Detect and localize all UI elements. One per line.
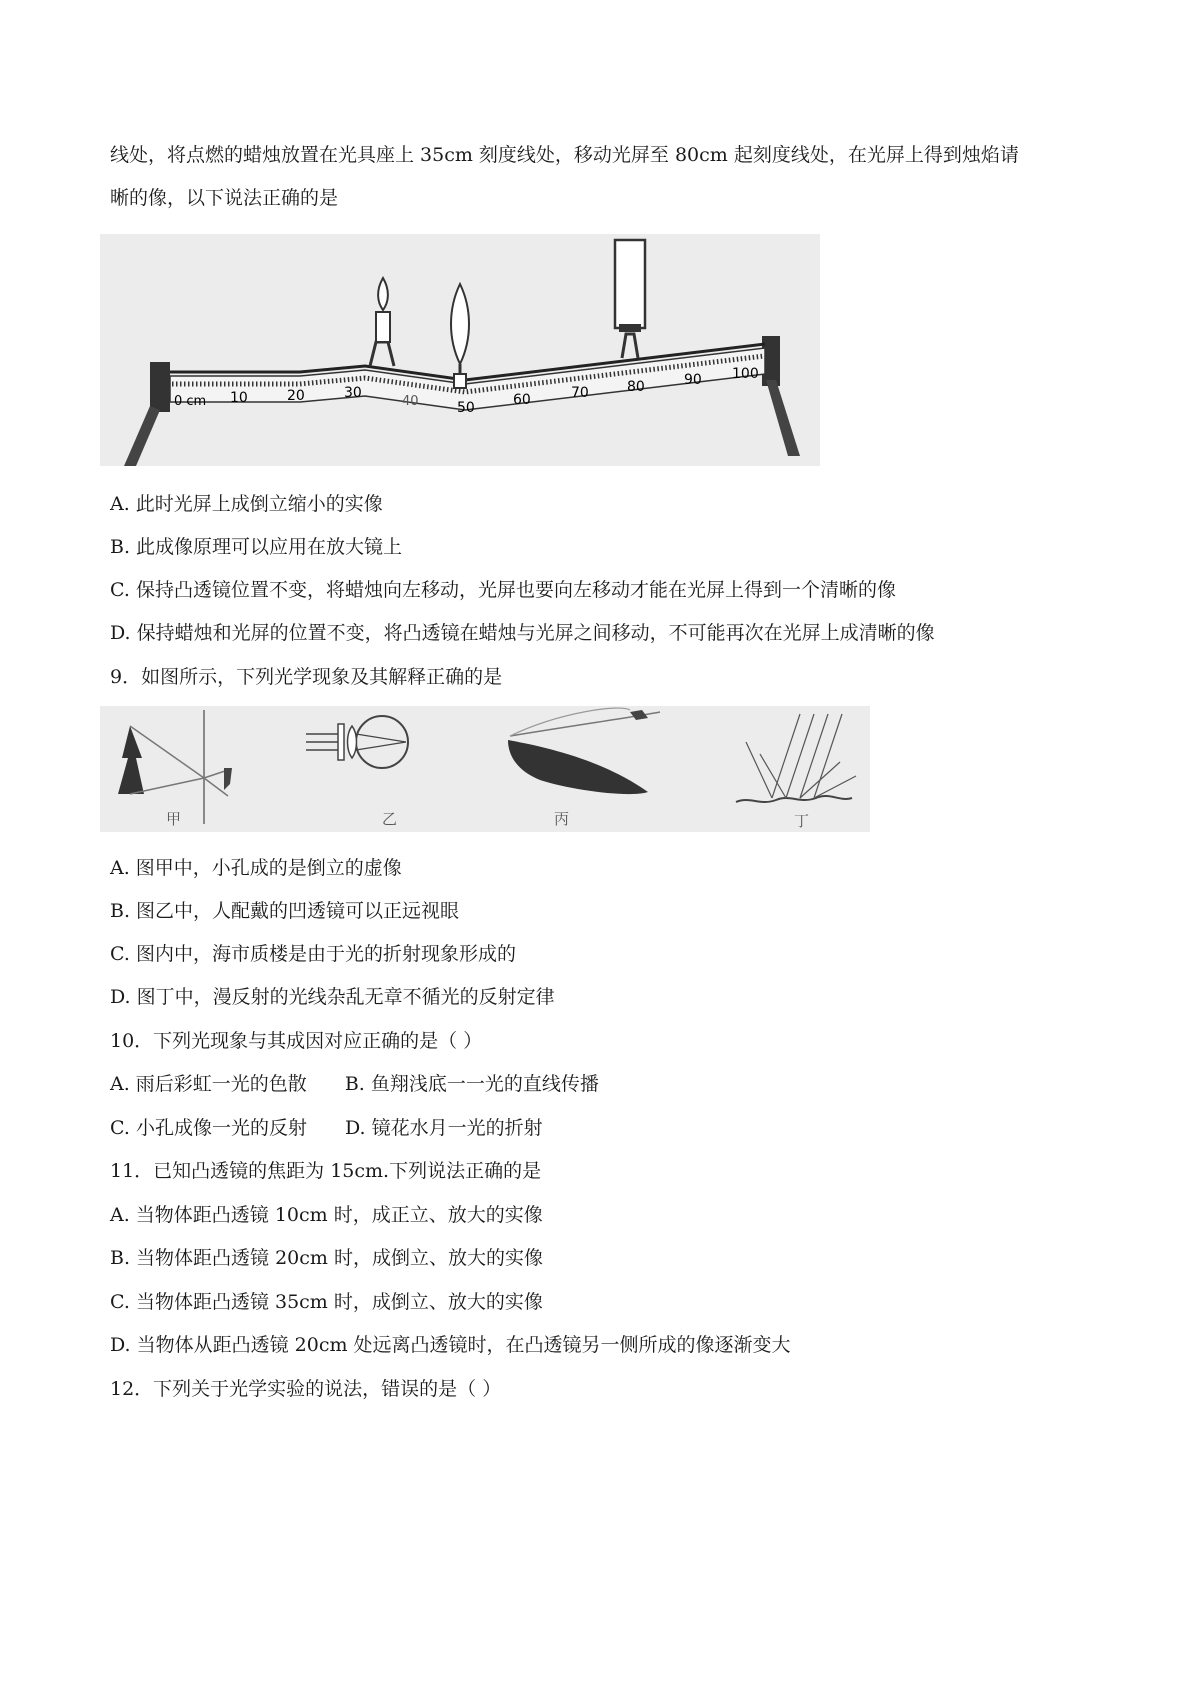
mirage-image-icon (630, 710, 648, 720)
q11-option-d: D. 当物体从距凸透镜 20cm 处远离凸透镜时，在凸透镜另一侧所成的像逐渐变大 (110, 1334, 791, 1356)
ruler-label-50: 50 (457, 400, 475, 416)
q8-stem-line-1: 线处，将点燃的蜡烛放置在光具座上 35cm 刻度线处，移动光屏至 80cm 起刻度线处，在光屏上得到烛焰请 (110, 144, 1019, 166)
q10-option-d: D. 镜花水月一光的折射 (344, 1117, 543, 1139)
q8-option-a: A. 此时光屏上成倒立缩小的实像 (110, 493, 383, 515)
q9-option-d: D. 图丁中，漫反射的光线杂乱无章不循光的反射定律 (110, 986, 555, 1008)
figure-label-jia: 甲 (166, 810, 182, 828)
q10-option-b: B. 鱼翔浅底一一光的直线传播 (344, 1073, 599, 1095)
optical-bench-figure (100, 234, 820, 466)
ruler-label-10: 10 (230, 390, 248, 406)
optical-bench-drawing (100, 234, 820, 466)
figure-label-yi: 乙 (382, 810, 398, 828)
convex-lens-icon (451, 284, 469, 364)
candle (376, 312, 390, 342)
q10-options-row-2 (110, 1116, 543, 1140)
figure-label-ding: 丁 (794, 812, 810, 830)
q11-option-b: B. 当物体距凸透镜 20cm 时，成倒立、放大的实像 (110, 1247, 543, 1269)
rough-surface (736, 796, 852, 802)
q8-stem-line-2: 晰的像，以下说法正确的是 (110, 187, 339, 209)
right-stand-leg (766, 380, 800, 456)
ruler-label-70: 70 (571, 385, 589, 401)
q9-option-a: A. 图甲中，小孔成的是倒立的虚像 (110, 857, 402, 879)
q11-option-c: C. 当物体距凸透镜 35cm 时，成倒立、放大的实像 (110, 1291, 543, 1313)
figure-ding-diffuse (736, 714, 856, 830)
corrective-lens-icon (338, 724, 344, 760)
land-mass-icon (508, 740, 648, 794)
q8-option-b: B. 此成像原理可以应用在放大镜上 (110, 536, 403, 558)
q9-option-c: C. 图内中，海市质楼是由于光的折射现象形成的 (110, 943, 516, 965)
figure-yi-eye (306, 716, 408, 828)
q9-optics-figures (100, 706, 870, 832)
ruler-label-0: 0 cm (174, 394, 207, 409)
ruler-label-100: 100 (732, 366, 759, 382)
q10-option-a: A. 雨后彩虹一光的色散 (110, 1073, 307, 1095)
convex-lens-holder (451, 284, 469, 388)
ruler-label-20: 20 (287, 388, 305, 404)
eyeball-icon (356, 716, 408, 768)
q11-option-a: A. 当物体距凸透镜 10cm 时，成正立、放大的实像 (110, 1204, 543, 1226)
figure-label-bing: 丙 (554, 810, 570, 828)
figure-jia-pinhole (118, 710, 232, 828)
q11-stem: 11．已知凸透镜的焦距为 15cm.下列说法正确的是 (110, 1160, 542, 1182)
candle-holder (370, 278, 394, 366)
q9-option-b: B. 图乙中，人配戴的凹透镜可以正远视眼 (110, 900, 460, 922)
q8-option-c: C. 保持凸透镜位置不变，将蜡烛向左移动，光屏也要向左移动才能在光屏上得到一个清晰的像 (110, 579, 896, 601)
left-stand-post (150, 362, 170, 412)
light-screen (615, 240, 645, 328)
q9-optics-drawing (100, 706, 870, 832)
q10-option-c: C. 小孔成像一光的反射 (110, 1117, 307, 1139)
ruler-label-60: 60 (513, 392, 531, 408)
q8-option-d: D. 保持蜡烛和光屏的位置不变，将凸透镜在蜡烛与光屏之间移动，不可能再次在光屏上成清晰的像 (110, 622, 935, 644)
q9-stem: 9．如图所示，下列光学现象及其解释正确的是 (110, 666, 503, 688)
ruler-label-80: 80 (627, 379, 645, 395)
ruler-label-40: 40 (402, 394, 419, 409)
q10-stem: 10．下列光现象与其成因对应正确的是（ ） (110, 1030, 483, 1052)
candle-object-icon (118, 726, 144, 794)
left-stand-leg (124, 406, 160, 466)
ruler-label-90: 90 (684, 372, 702, 388)
candle-flame-icon (378, 278, 388, 310)
ruler-label-30: 30 (344, 385, 362, 401)
inverted-image-icon (224, 768, 232, 790)
q10-options-row-1 (110, 1072, 599, 1096)
light-screen-holder (615, 240, 645, 358)
eye-lens-icon (348, 726, 357, 758)
q12-stem: 12．下列关于光学实验的说法，错误的是（ ） (110, 1378, 502, 1400)
figure-bing-mirage (508, 708, 660, 828)
